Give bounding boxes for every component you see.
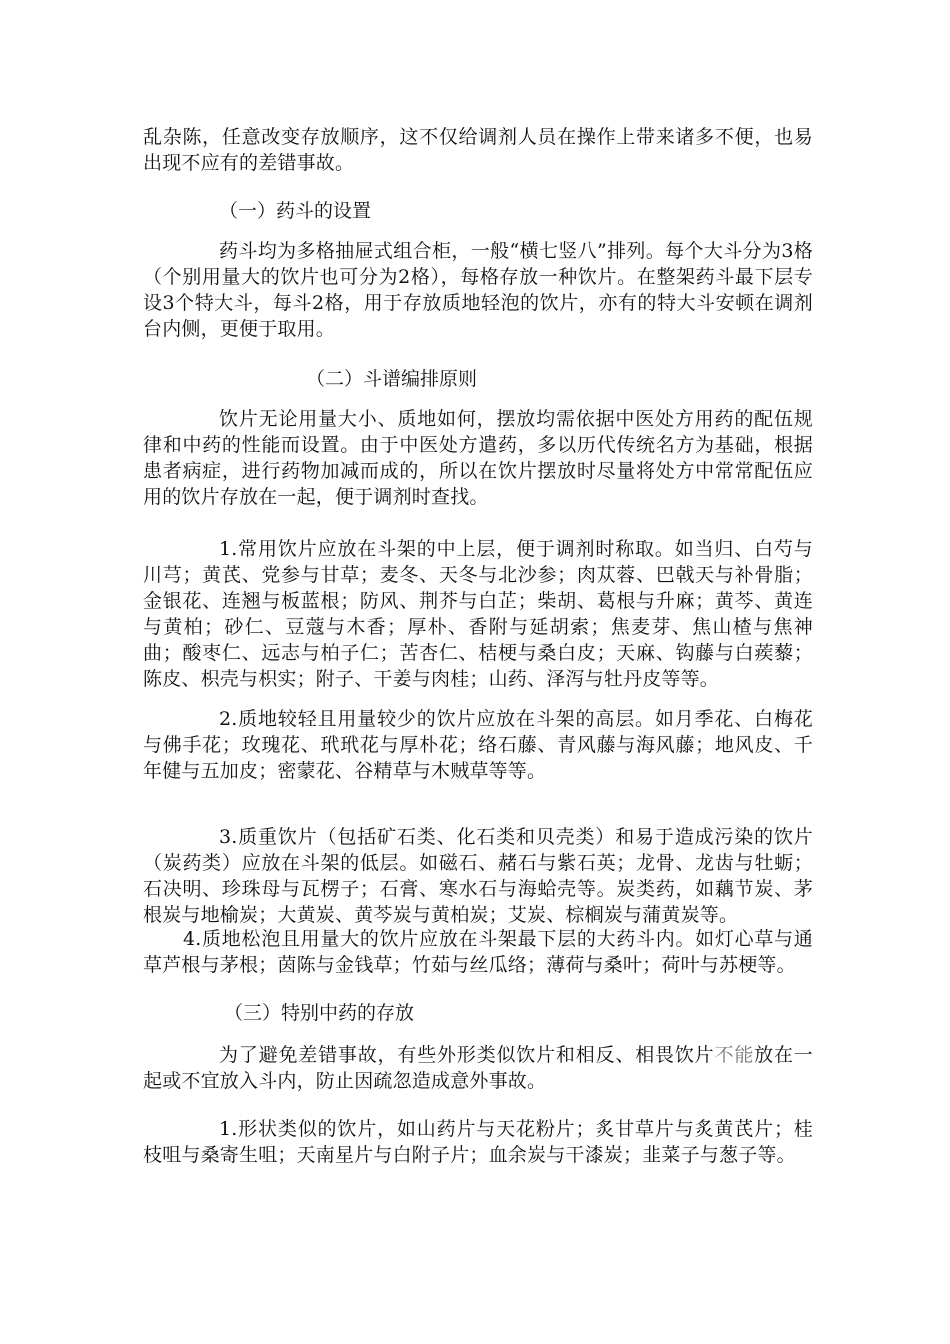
- rule-5-paragraph: 1.形状类似的饮片，如山药片与天花粉片；炙甘草片与炙黄芪片；桂枝咀与桑寄生咀；天南星片与白附子片；血余炭与干漆炭；韭菜子与葱子等。: [143, 1118, 813, 1166]
- section-3-paragraph: [143, 1042, 813, 1094]
- section-3-text-part1: 为了避免差错事故，有些外形类似饮片和相反、相畏饮片: [219, 1044, 715, 1066]
- rule-1-paragraph: 1.常用饮片应放在斗架的中上层，便于调剂时称取。如当归、白芍与川芎；黄芪、党参与甘草；麦冬、天冬与北沙参；肉苁蓉、巴戟天与补骨脂；金银花、连翘与板蓝根；防风、荆芥与白芷；柴胡、葛根与升麻；黄芩、黄连与黄柏；砂仁、豆蔻与木香；厚朴、香附与延胡索；焦麦芽、焦山楂与焦神曲；酸枣仁、远志与柏子仁；苦杏仁、桔梗与桑白皮；天麻、钩藤与白蒺藜；陈皮、枳壳与枳实；附子、干姜与肉桂；山药、泽泻与牡丹皮等等。: [143, 538, 813, 690]
- section-1-paragraph: 药斗均为多格抽屉式组合柜，一般“横七竖八”排列。每个大斗分为3格（个别用量大的饮片也可分为2格），每格存放一种饮片。在整架药斗最下层专设3个特大斗，每斗2格，用于存放质地轻泡的饮片，亦有的特大斗安顿在调剂台内侧，更便于取用。: [143, 240, 813, 340]
- section-heading-1: （一）药斗的设置: [219, 200, 372, 222]
- intro-paragraph: 乱杂陈，任意改变存放顺序，这不仅给调剂人员在操作上带来诸多不便，也易出现不应有的差错事故。: [143, 126, 813, 174]
- section-heading-3: （三）特别中药的存放: [224, 1002, 415, 1024]
- rule-3-paragraph: 3.质重饮片（包括矿石类、化石类和贝壳类）和易于造成污染的饮片（炭药类）应放在斗架的低层。如磁石、赭石与紫石英；龙骨、龙齿与牡蛎；石决明、珍珠母与瓦楞子；石膏、寒水石与海蛤壳等。炭类药，如藕节炭、茅根炭与地榆炭；大黄炭、黄芩炭与黄柏炭；艾炭、棕榈炭与蒲黄炭等。: [143, 826, 813, 926]
- section-2-paragraph: 饮片无论用量大小、质地如何，摆放均需依据中医处方用药的配伍规律和中药的性能而设置。由于中医处方遣药，多以历代传统名方为基础，根据患者病症，进行药物加减而成的，所以在饮片摆放时尽量将处方中常常配伍应用的饮片存放在一起，便于调剂时查找。: [143, 408, 813, 508]
- section-3-text-soft: 不能: [714, 1044, 755, 1066]
- section-heading-2: （二）斗谱编排原则: [306, 368, 478, 390]
- rule-2-paragraph: 2.质地较轻且用量较少的饮片应放在斗架的高层。如月季花、白梅花与佛手花；玫瑰花、玳玳花与厚朴花；络石藤、青风藤与海风藤；地风皮、千年健与五加皮；密蒙花、谷精草与木贼草等等。: [143, 708, 813, 782]
- section-3-text-part2: 放在一起或不宜放入斗内，防止因疏忽造成意外事故。: [143, 1044, 813, 1092]
- rule-4-paragraph: 4.质地松泡且用量大的饮片应放在斗架最下层的大药斗内。如灯心草与通草芦根与茅根；茵陈与金钱草；竹茹与丝瓜络；薄荷与桑叶；荷叶与苏梗等。: [143, 928, 813, 976]
